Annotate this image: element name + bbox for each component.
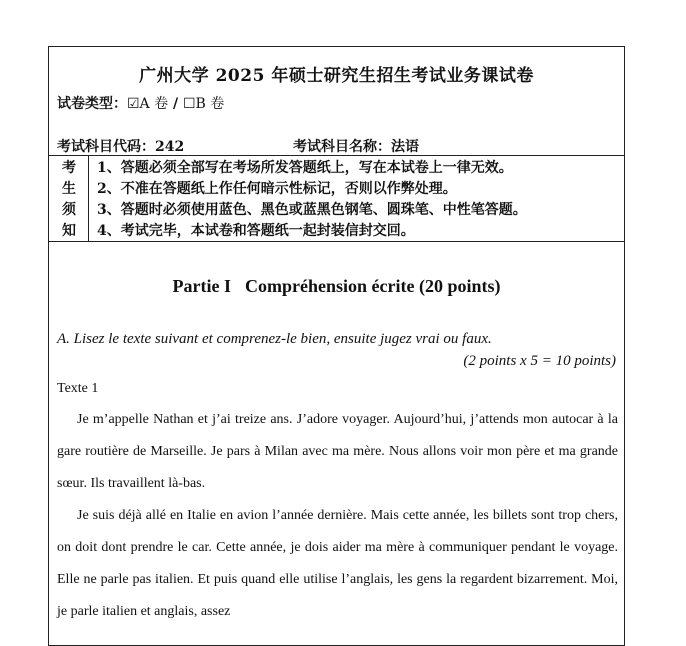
paragraph: Je suis déjà allé en Italie en avion l’année dernière. Mais cette année, les billets sont trop chers, on doit dont prendre le car. Cette année, je dois aider ma mère à communiquer pendant le voyage. Elle ne parle pas italien. Et puis quand elle utilise l’anglais, les gens la regardent bizarrement. Moi, je parle italien et anglais, assez	[57, 508, 618, 619]
notice-item: 1、答题必须全部写在考场所发答题纸上，写在本试卷上一律无效。	[97, 160, 513, 176]
notice-item: 4、考试完毕，本试卷和答题纸一起封装信封交回。	[97, 223, 415, 239]
notice-side-label	[49, 155, 89, 241]
notice-char: 生	[62, 181, 76, 197]
paragraph: Je m’appelle Nathan et j’ai treize ans. J’adore voyager. Aujourd’hui, j’attends mon autocar à la gare routière de Marseille. Je pars à Milan avec ma mère. Nous allons voir mon père et ma grande sœur. Ils travaillent là-bas.	[57, 412, 618, 491]
notice-char: 考	[62, 160, 76, 176]
subject-name: 考试科目名称：法语	[293, 139, 419, 155]
part-name: Compréhension écrite (20 points)	[245, 276, 501, 296]
part-label: Partie I	[172, 276, 231, 296]
paper-type-label: 试卷类型：	[57, 96, 127, 112]
divider-bottom	[49, 241, 624, 242]
part-title	[49, 276, 624, 297]
notice-item: 3、答题时必须使用蓝色、黑色或蓝黑色钢笔、圆珠笔、中性笔答题。	[97, 202, 527, 218]
notice-char: 须	[62, 202, 76, 218]
paper-type	[57, 93, 224, 113]
points-note: (2 points x 5 = 10 points)	[463, 353, 616, 369]
subject-code: 考试科目代码：242	[57, 139, 185, 155]
texte-label: Texte 1	[57, 381, 99, 396]
exam-sheet	[48, 46, 625, 646]
exam-notice	[49, 155, 624, 241]
subject-row	[57, 136, 419, 156]
notice-char: 知	[62, 223, 76, 239]
option-b-checkbox: ☐B 卷	[183, 96, 225, 112]
option-a-checkbox: ☑A 卷	[127, 96, 169, 112]
option-separator: /	[168, 96, 183, 112]
exam-title: 广州大学 2025 年硕士研究生招生考试业务课试卷	[139, 66, 534, 86]
instruction: A. Lisez le texte suivant et comprenez-le bien, ensuite jugez vrai ou faux.	[57, 331, 492, 347]
notice-item: 2、不准在答题纸上作任何暗示性标记，否则以作弊处理。	[97, 181, 457, 197]
